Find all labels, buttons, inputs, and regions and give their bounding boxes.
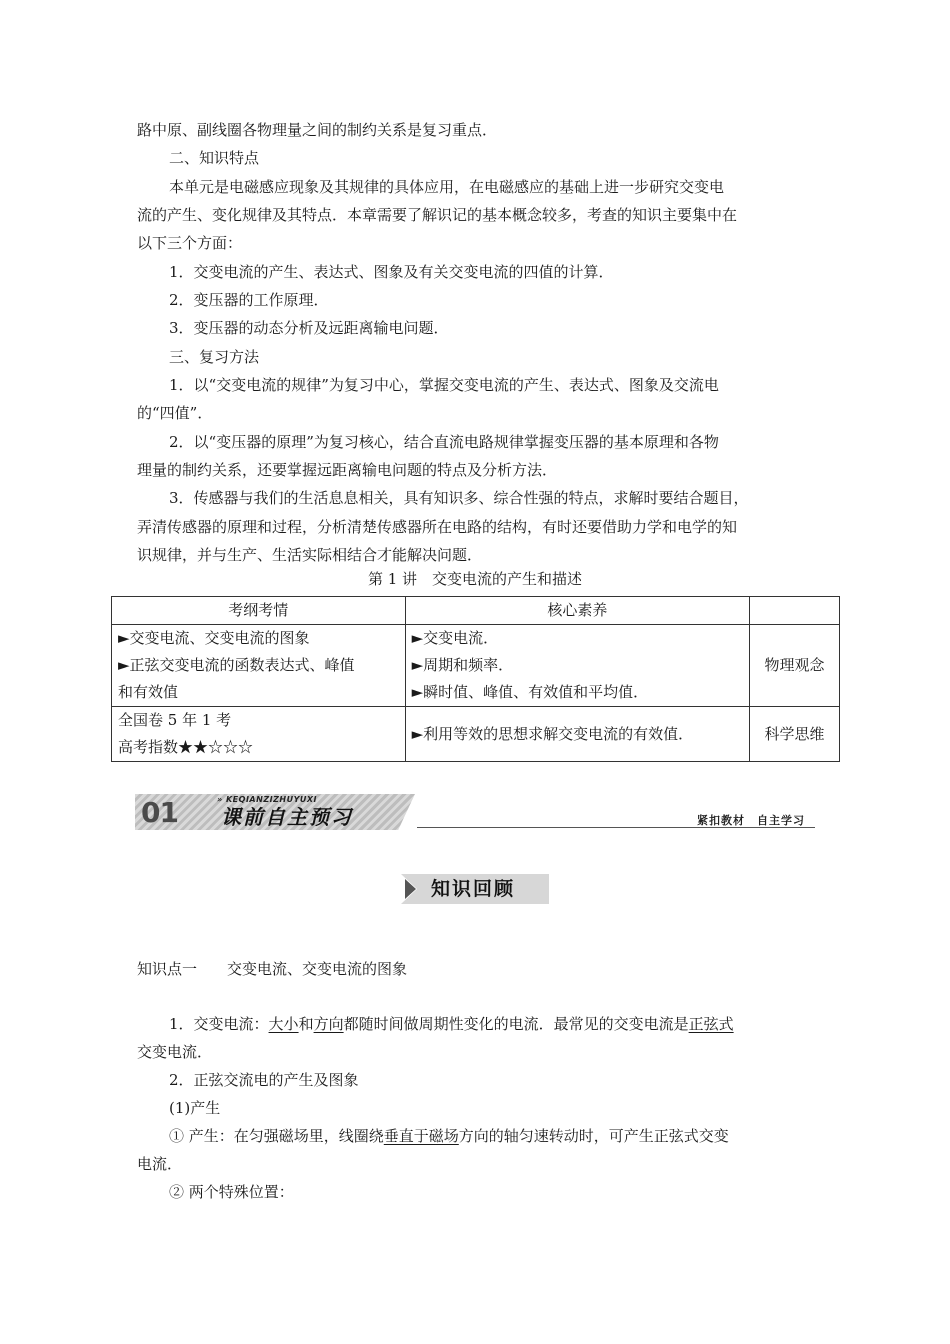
intro-line-9: 1．以“交变电流的规律”为复习中心，掌握交变电流的产生、表达式、图象及交流电 xyxy=(169,376,719,394)
blank-answer: 方向 xyxy=(313,1015,344,1033)
intro-line-2: 本单元是电磁感应现象及其规律的具体应用，在电磁感应的基础上进一步研究交变电 xyxy=(169,178,725,196)
blank-answer: 大小 xyxy=(268,1015,299,1033)
row1-outline-cell xyxy=(112,625,406,707)
banner-subtitle: 紧扣教材 自主学习 xyxy=(697,814,805,827)
table-row xyxy=(112,707,840,762)
intro-line-12: 理量的制约关系，还要掌握远距离输电问题的特点及分析方法． xyxy=(137,461,558,479)
intro-line-5: 1．交变电流的产生、表达式、图象及有关交变电流的四值的计算． xyxy=(169,263,614,281)
body-line-1 xyxy=(137,1010,849,1038)
play-arrow-icon xyxy=(405,879,416,899)
body-line-7: ② 两个特殊位置： xyxy=(169,1183,294,1201)
heading-review-methods: 三、复习方法 xyxy=(169,348,260,366)
row1-literacy-line: ►瞬时值、峰值、有效值和平均值． xyxy=(411,683,649,701)
intro-line-14: 弄清传感器的原理和过程，分析清楚传感器所在电路的结构，有时还要借助力学和电学的知 xyxy=(137,518,738,536)
row1-literacy-line: ►交变电流． xyxy=(411,629,499,647)
row1-outline-line: ►交变电流、交变电流的图象 xyxy=(118,629,310,647)
banner-pinyin: » KEQIANZIZHUYUXI xyxy=(217,795,318,804)
intro-line-3: 流的产生、变化规律及其特点．本章需要了解识记的基本概念较多，考查的知识主要集中在 xyxy=(137,206,738,224)
intro-line-6: 2．变压器的工作原理． xyxy=(169,291,329,309)
lecture-title: 第 1 讲 交变电流的产生和描述 xyxy=(367,570,583,588)
table-row xyxy=(112,625,840,707)
text-span: ① 产生：在匀强磁场里，线圈绕 xyxy=(169,1127,384,1145)
text-span: 都随时间做周期性变化的电流．最常见的交变电流是 xyxy=(343,1015,689,1033)
text-span: 1．交变电流： xyxy=(169,1015,269,1033)
row2-outline-cell xyxy=(112,707,406,762)
row2-category: 科学思维 xyxy=(750,707,840,762)
syllabus-table xyxy=(111,596,840,762)
header-exam-outline: 考纲考情 xyxy=(112,597,406,625)
row1-category: 物理观念 xyxy=(750,625,840,707)
row2-literacy-cell: ►利用等效的思想求解交变电流的有效值． xyxy=(405,707,749,762)
body-line-2: 交变电流． xyxy=(137,1043,213,1061)
body-line-5 xyxy=(137,1122,849,1150)
row1-outline-line: 和有效值 xyxy=(118,683,179,701)
intro-line-13: 3．传感器与我们的生活息息相关，具有知识多、综合性强的特点，求解时要结合题目， xyxy=(169,489,749,507)
intro-line-10: 的“四值”． xyxy=(137,404,213,422)
banner-number: 01 xyxy=(141,796,178,829)
intro-line-15: 识规律，并与生产、生活实际相结合才能解决问题． xyxy=(137,546,483,564)
intro-line-4: 以下三个方面： xyxy=(137,234,243,252)
row1-literacy-line: ►周期和频率． xyxy=(411,656,514,674)
intro-line-11: 2．以“变压器的原理”为复习核心，结合直流电路规律掌握变压器的基本原理和各物 xyxy=(169,433,719,451)
body-line-4: (1)产生 xyxy=(169,1099,221,1117)
knowledge-point-heading: 知识点一 交变电流、交变电流的图象 xyxy=(137,960,408,978)
row1-literacy-cell xyxy=(405,625,749,707)
blank-answer: 正弦式 xyxy=(688,1015,734,1033)
header-blank xyxy=(750,597,840,625)
row2-outline-line: 全国卷 5 年 1 考 xyxy=(118,711,232,729)
body-line-3: 2．正弦交流电的产生及图象 xyxy=(169,1071,359,1089)
header-core-literacy: 核心素养 xyxy=(405,597,749,625)
banner-title: 课前自主预习 xyxy=(221,805,353,829)
badge-label: 知识回顾 xyxy=(431,878,516,900)
section-banner xyxy=(135,794,815,832)
intro-line-0: 路中原、副线圈各物理量之间的制约关系是复习重点． xyxy=(137,121,498,139)
row1-outline-line: ►正弦交变电流的函数表达式、峰值 xyxy=(118,656,355,674)
text-span: 和 xyxy=(298,1015,314,1033)
knowledge-review-badge xyxy=(401,874,549,904)
intro-line-7: 3．变压器的动态分析及远距离输电问题． xyxy=(169,319,449,337)
heading-knowledge-features: 二、知识特点 xyxy=(169,149,260,167)
blank-answer: 垂直于磁场 xyxy=(383,1127,459,1145)
table-header-row xyxy=(112,597,840,625)
body-line-6: 电流． xyxy=(137,1155,183,1173)
row2-outline-line: 高考指数★★☆☆☆ xyxy=(118,738,254,756)
text-span: 方向的轴匀速转动时，可产生正弦式交变 xyxy=(458,1127,729,1145)
